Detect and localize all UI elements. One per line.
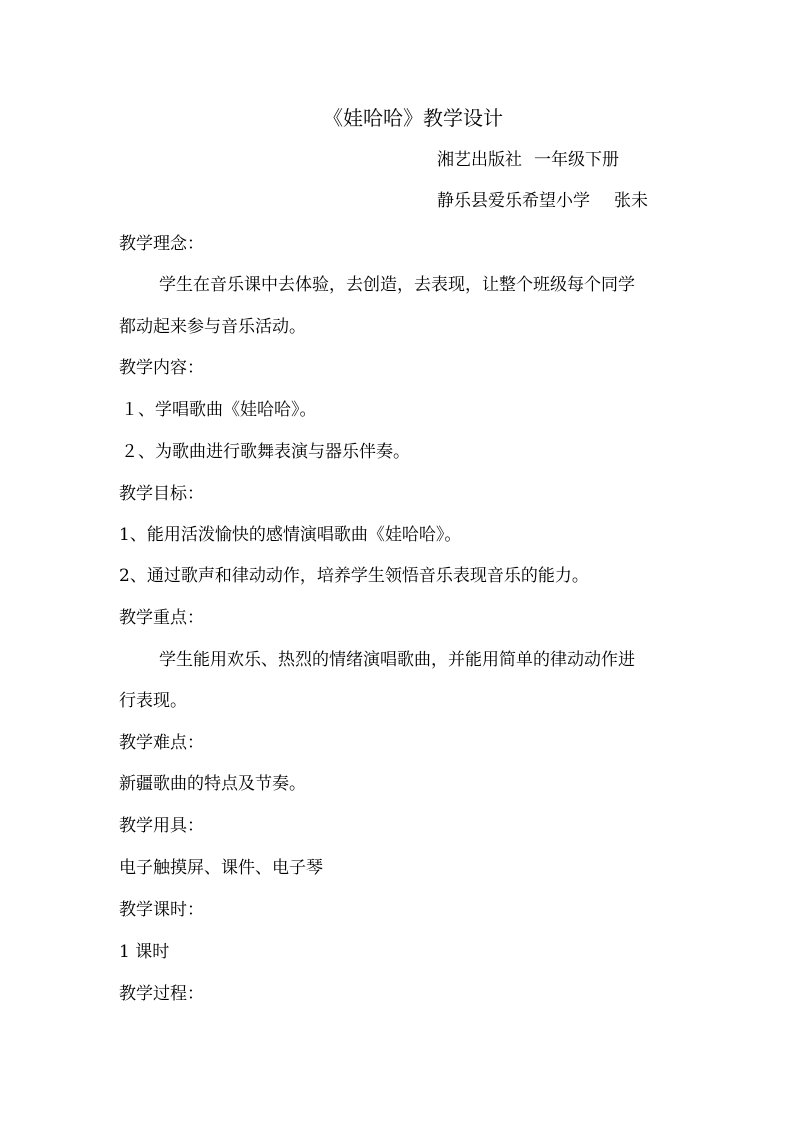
- goals-heading: 教学目标：: [119, 484, 204, 504]
- goals-item-2: 2、通过歌声和律动动作，培养学生领悟音乐表现音乐的能力。: [119, 566, 589, 586]
- process-heading: 教学过程：: [119, 984, 204, 1004]
- school-name: 静乐县爱乐希望小学: [437, 191, 590, 211]
- tools-text: 电子触摸屏、课件、电子琴: [119, 858, 323, 878]
- concept-paragraph-line-1: 学生在音乐课中去体验，去创造，去表现，让整个班级每个同学: [159, 275, 635, 295]
- goals-item-1: 1、能用活泼愉快的感情演唱歌曲《娃哈哈》。: [119, 525, 462, 545]
- document-title: 《娃哈哈》教学设计: [323, 106, 503, 130]
- difficulty-heading: 教学难点：: [119, 733, 204, 753]
- difficulty-text: 新疆歌曲的特点及节奏。: [119, 774, 306, 794]
- key-points-heading: 教学重点：: [119, 608, 204, 628]
- tools-heading: 教学用具：: [119, 816, 204, 836]
- concept-paragraph-line-2: 都动起来参与音乐活动。: [119, 317, 306, 337]
- hours-text: 1 课时: [119, 942, 170, 962]
- key-points-line-2: 行表现。: [119, 691, 187, 711]
- hours-heading: 教学课时：: [119, 900, 204, 920]
- content-item-2: ２、为歌曲进行歌舞表演与器乐伴奏。: [121, 442, 410, 462]
- publisher-grade-line: [437, 148, 619, 172]
- content-item-1: １、学唱歌曲《娃哈哈》。: [121, 400, 317, 420]
- grade-text: 一年级下册: [534, 150, 619, 170]
- content-heading: 教学内容：: [119, 358, 204, 378]
- school-author-line: [437, 189, 648, 213]
- key-points-line-1: 学生能用欢乐、热烈的情绪演唱歌曲，并能用简单的律动动作进: [159, 650, 635, 670]
- author-name: 张未: [614, 191, 648, 211]
- concept-heading: 教学理念：: [119, 234, 204, 254]
- publisher-name: 湘艺出版社: [437, 150, 522, 170]
